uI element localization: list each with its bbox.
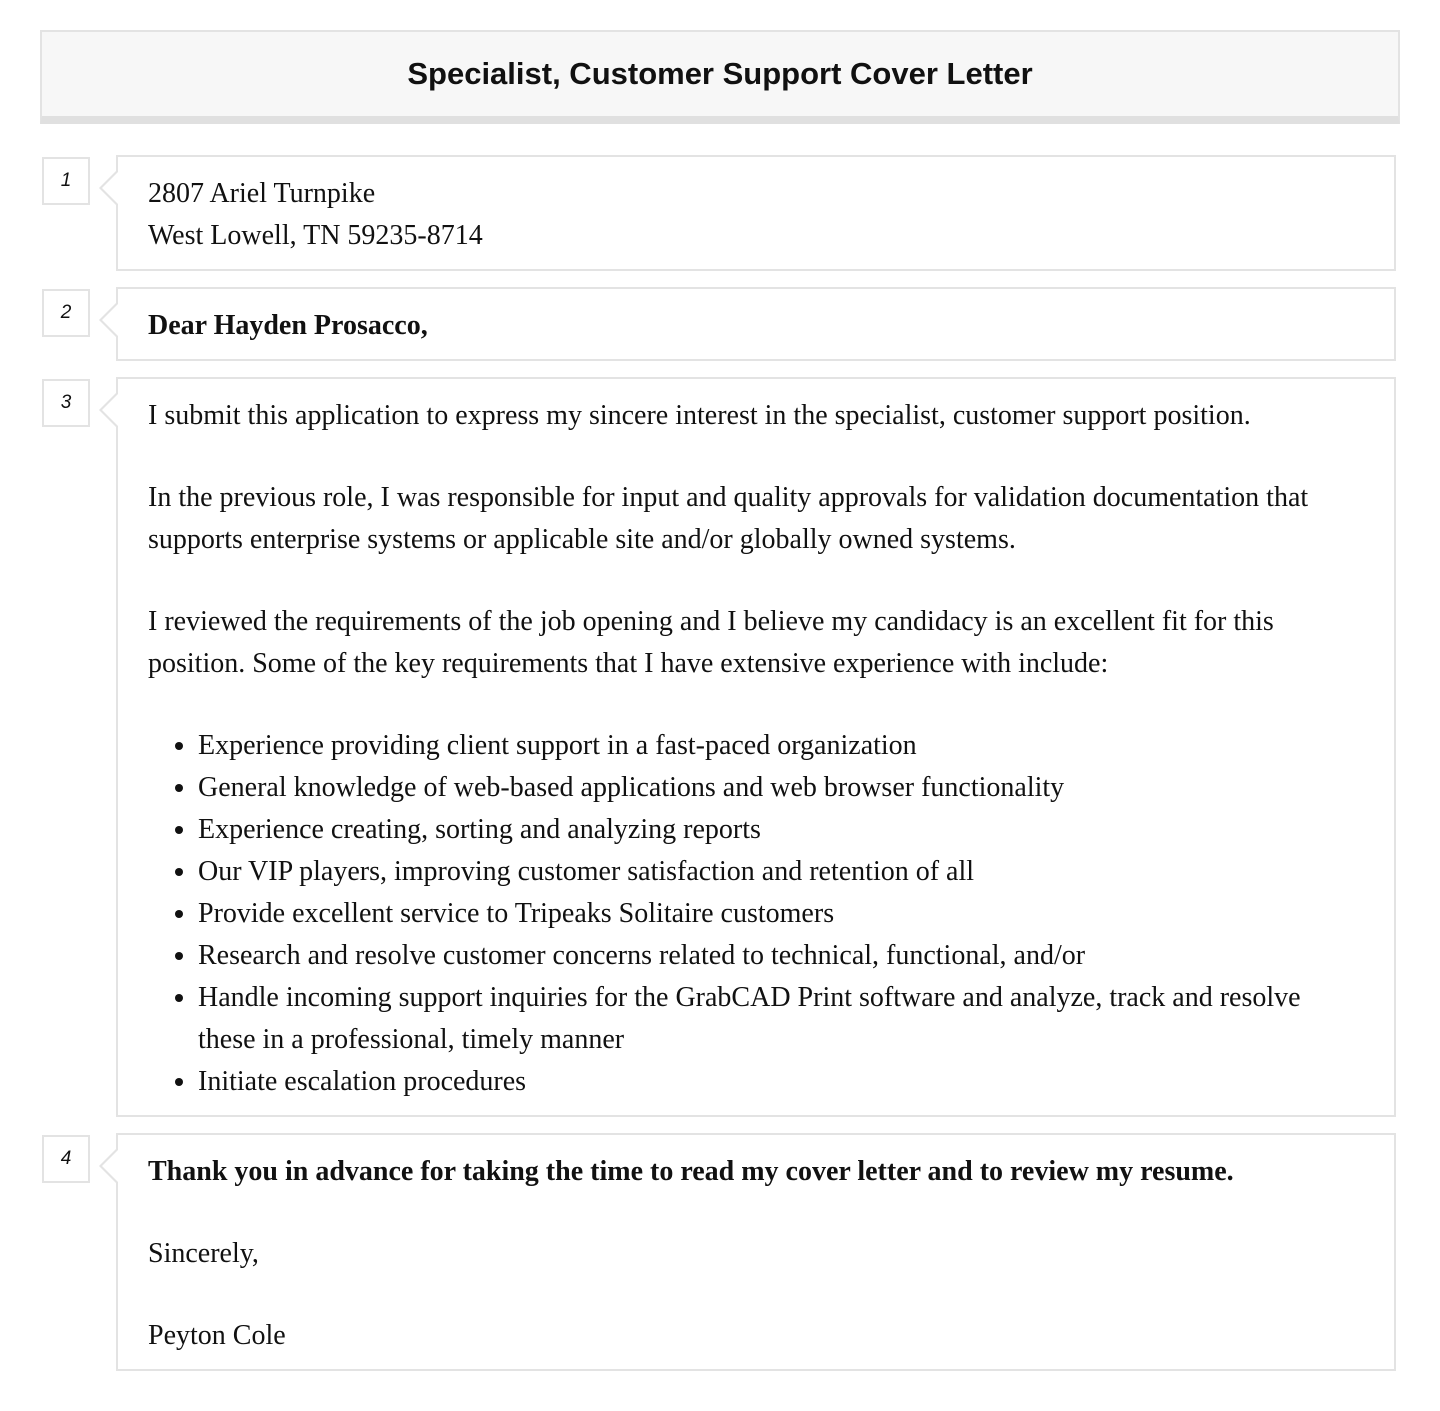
- requirements-list: [148, 725, 1364, 1103]
- page-title: Specialist, Customer Support Cover Letter: [407, 56, 1033, 91]
- closing-section: [116, 1133, 1396, 1371]
- address-section: [116, 155, 1396, 271]
- section-number-1: 1: [42, 157, 90, 205]
- list-item: • Provide excellent service to Tripeaks Solitaire customers: [198, 893, 1364, 935]
- requirements-intro-paragraph: I reviewed the requirements of the job opening and I believe my candidacy is an excellent fit for this position. Some of the key requirements that I have extensive experience with include:: [148, 606, 1274, 679]
- list-item: • General knowledge of web-based applications and web browser functionality: [198, 767, 1364, 809]
- section-number-4: 4: [42, 1135, 90, 1183]
- address-line-1: 2807 Ariel Turnpike: [148, 178, 376, 209]
- salutation: Dear Hayden Prosacco,: [148, 310, 428, 341]
- section-number-3: 3: [42, 379, 90, 427]
- list-item: • Initiate escalation procedures: [198, 1061, 1364, 1103]
- list-item: • Our VIP players, improving customer satisfaction and retention of all: [198, 851, 1364, 893]
- list-item: • Handle incoming support inquiries for the GrabCAD Print software and analyze, track and resolve these in a professional, timely manner: [198, 977, 1364, 1061]
- salutation-section: [116, 287, 1396, 361]
- list-item: • Experience creating, sorting and analyzing reports: [198, 809, 1364, 851]
- body-section: [116, 377, 1396, 1117]
- address-line-2: West Lowell, TN 59235-8714: [148, 220, 483, 251]
- signoff: Sincerely,: [148, 1238, 259, 1269]
- list-item: • Experience providing client support in a fast-paced organization: [198, 725, 1364, 767]
- previous-role-paragraph: In the previous role, I was responsible for input and quality approvals for validation documentation that supports enterprise systems or applicable site and/or globally owned systems.: [148, 482, 1309, 555]
- section-number-2: 2: [42, 289, 90, 337]
- intro-paragraph: I submit this application to express my sincere interest in the specialist, customer support position.: [148, 400, 1251, 431]
- list-item: • Research and resolve customer concerns related to technical, functional, and/or: [198, 935, 1364, 977]
- title-bar: [40, 30, 1400, 124]
- signature-name: Peyton Cole: [148, 1320, 286, 1351]
- closing-paragraph: Thank you in advance for taking the time to read my cover letter and to review my resume.: [148, 1156, 1234, 1187]
